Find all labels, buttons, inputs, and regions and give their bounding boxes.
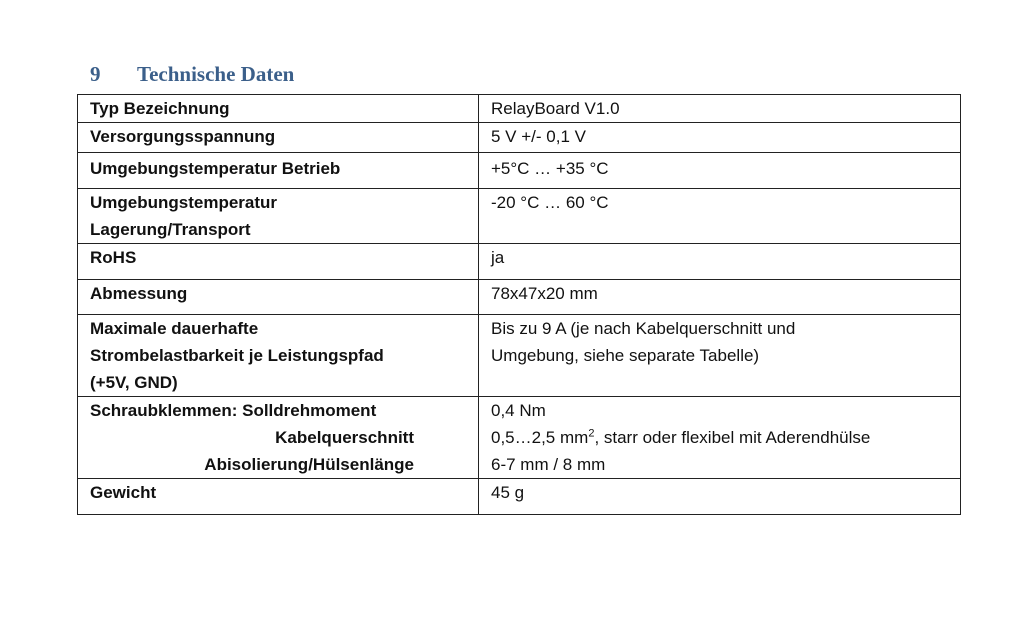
row-value: +5°C … +35 °C <box>479 153 961 189</box>
table-row <box>78 244 961 280</box>
table-row <box>78 189 961 244</box>
row-label: Maximale dauerhafte Strombelastbarkeit je Leistungspfad (+5V, GND) <box>78 315 479 397</box>
row-label: Typ Bezeichnung <box>78 95 479 123</box>
section-heading <box>90 62 294 87</box>
row-value: -20 °C … 60 °C <box>479 189 961 244</box>
row-value: 5 V +/- 0,1 V <box>479 123 961 153</box>
table-row <box>78 315 961 397</box>
row-label: Gewicht <box>78 479 479 515</box>
row-label: Schraubklemmen: Solldrehmoment Kabelquerschnitt Abisolierung/Hülsenlänge <box>78 397 479 479</box>
technical-data-table <box>77 94 961 515</box>
section-title: Technische Daten <box>137 62 295 86</box>
row-value: 0,4 Nm 0,5…2,5 $mm^2$, starr oder flexibel mit Aderendhülse 6-7 mm / 8 mm <box>479 397 961 479</box>
row-value: 78x47x20 mm <box>479 280 961 315</box>
table-row <box>78 280 961 315</box>
row-label: Abmessung <box>78 280 479 315</box>
section-number: 9 <box>90 62 101 86</box>
table-row <box>78 153 961 189</box>
row-value: 45 g <box>479 479 961 515</box>
table-row <box>78 479 961 515</box>
row-label: Umgebungstemperatur Betrieb <box>78 153 479 189</box>
row-value: ja <box>479 244 961 280</box>
table-row <box>78 95 961 123</box>
row-value: Bis zu 9 A (je nach Kabelquerschnitt und Umgebung, siehe separate Tabelle) <box>479 315 961 397</box>
row-label: RoHS <box>78 244 479 280</box>
row-value: RelayBoard V1.0 <box>479 95 961 123</box>
table-row <box>78 123 961 153</box>
table-row <box>78 397 961 479</box>
row-label: Versorgungsspannung <box>78 123 479 153</box>
row-label: Umgebungstemperatur Lagerung/Transport <box>78 189 479 244</box>
